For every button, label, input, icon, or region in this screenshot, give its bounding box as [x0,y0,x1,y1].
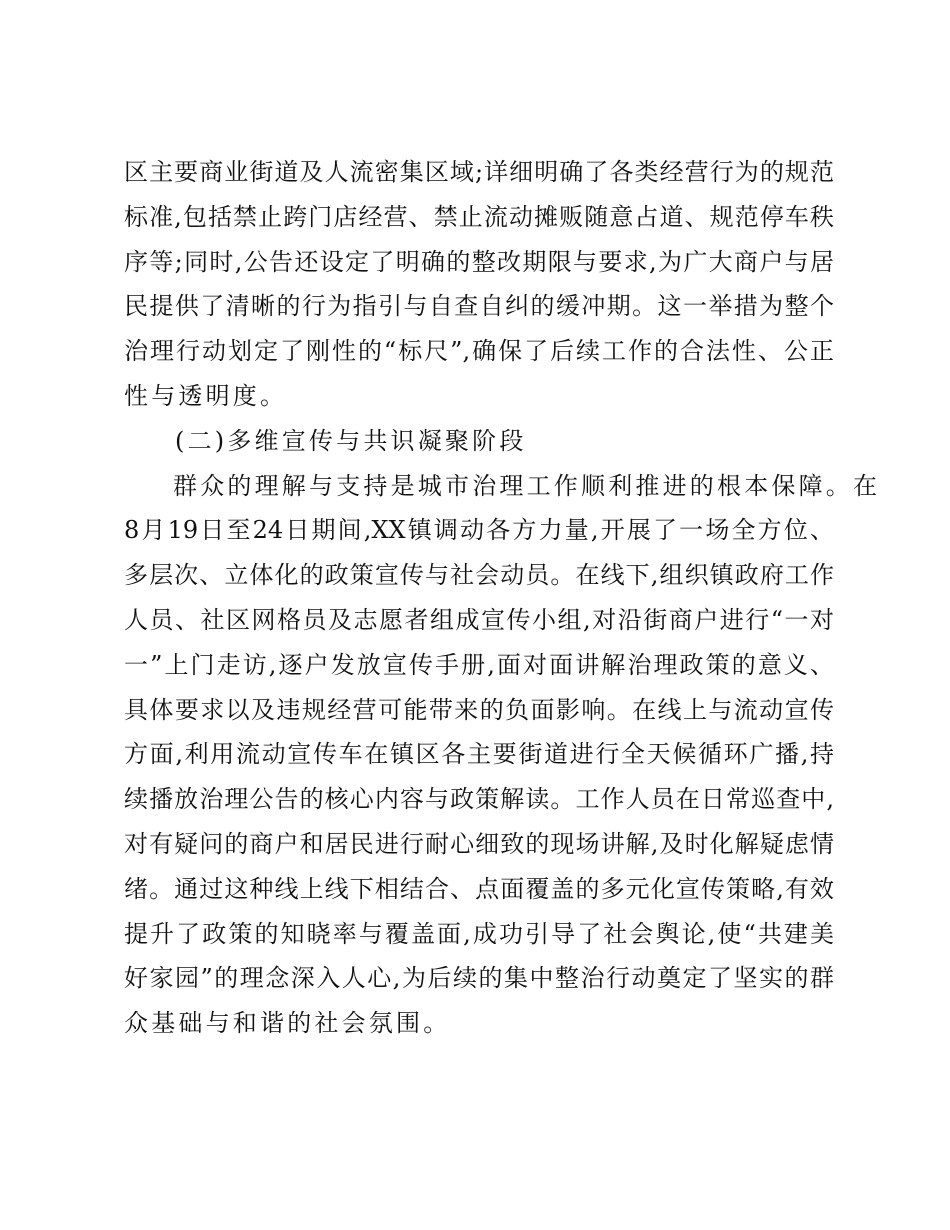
paragraph-line: 序等;同时,公告还设定了明确的整改期限与要求,为广大商户与居 [124,247,834,276]
paragraph-line: 群众的理解与支持是城市治理工作顺利推进的根本保障。在 [173,471,881,500]
paragraph-1 [124,150,834,419]
paragraph-line: 对有疑问的商户和居民进行耐心细致的现场讲解,及时化解疑虑情 [124,829,834,858]
paragraph-line: 区主要商业街道及人流密集区域;详细明确了各类经营行为的规范 [124,158,834,186]
paragraph-line: 民提供了清晰的行为指引与自查自纠的缓冲期。这一举措为整个 [124,292,834,321]
paragraph-line: 一”上门走访,逐户发放宣传手册,面对面讲解治理政策的意义、 [124,650,834,679]
paragraph-line: 众基础与和谐的社会氛围。 [124,1009,451,1038]
paragraph-line: 好家园”的理念深入人心,为后续的集中整治行动奠定了坚实的群 [124,964,834,993]
paragraph-2 [124,464,881,1046]
paragraph-line: 治理行动划定了刚性的“标尺”,确保了后续工作的合法性、公正 [124,337,834,366]
paragraph-line: 绪。通过这种线上线下相结合、点面覆盖的多元化宣传策略,有效 [124,874,834,903]
paragraph-line: 具体要求以及违规经营可能带来的负面影响。在线上与流动宣传 [124,695,834,724]
paragraph-line: 标准,包括禁止跨门店经营、禁止流动摊贩随意占道、规范停车秩 [124,202,834,231]
paragraph-line: 8月19日至24日期间,XX镇调动各方力量,开展了一场全方位、 [124,516,834,545]
document-body [124,150,881,1046]
paragraph-line: 多层次、立体化的政策宣传与社会动员。在线下,组织镇政府工作 [124,561,834,590]
paragraph-line: 提升了政策的知晓率与覆盖面,成功引导了社会舆论,使“共建美 [124,919,834,948]
section-heading: (二)多维宣传与共识凝聚阶段 [175,426,527,455]
paragraph-line: 方面,利用流动宣传车在镇区各主要街道进行全天候循环广播,持 [124,740,834,769]
paragraph-line: 人员、社区网格员及志愿者组成宣传小组,对沿街商户进行“一对 [124,605,834,634]
paragraph-line: 续播放治理公告的核心内容与政策解读。工作人员在日常巡查中, [124,785,834,814]
paragraph-line: 性与透明度。 [124,381,288,410]
